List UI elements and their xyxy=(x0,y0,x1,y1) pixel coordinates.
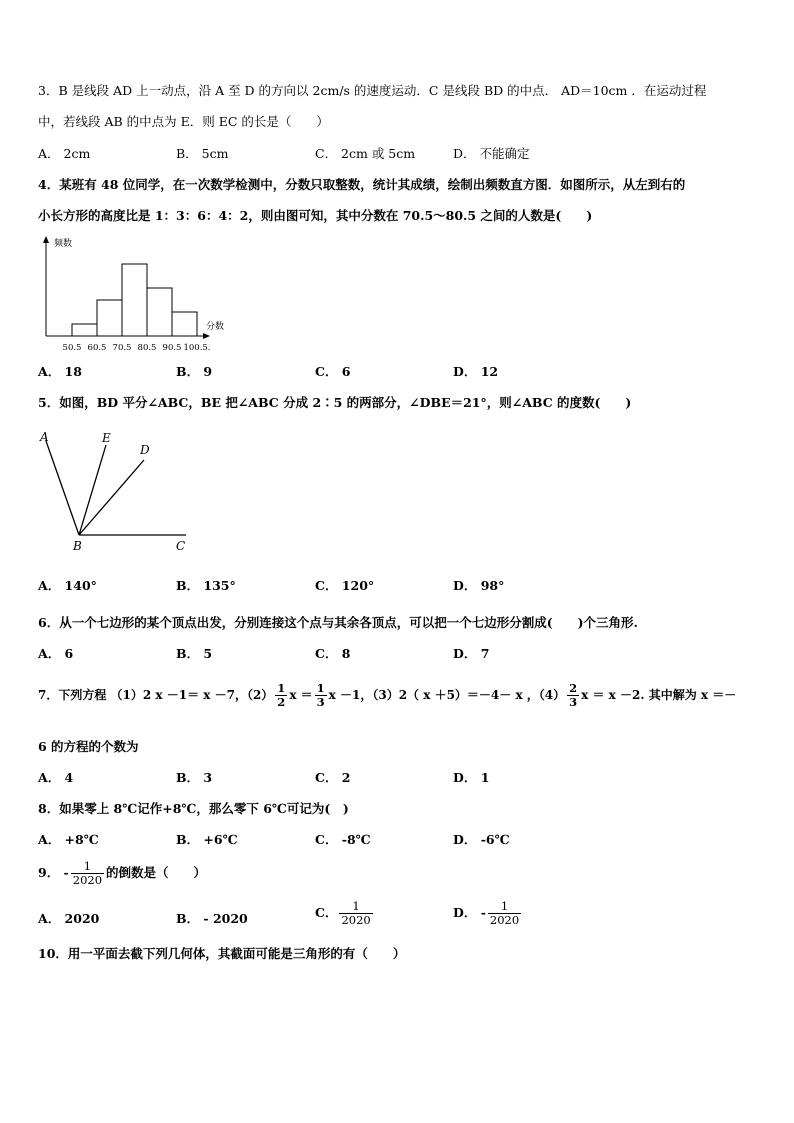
q9-suffix: 的倒数是（ ） xyxy=(106,865,207,880)
q9-option-d-fraction: $\frac{1}{2020}$ xyxy=(489,899,520,927)
q8-option-c: C． -8℃ xyxy=(315,832,371,847)
q7-line1 xyxy=(38,682,736,709)
histogram-bar-2 xyxy=(97,300,122,336)
q3-option-b: B． 5cm xyxy=(176,146,229,161)
q6-option-a: A． 6 xyxy=(38,646,74,661)
q7-fraction-1-3: $\frac{1}{3}$ xyxy=(316,681,325,709)
angle-diagram xyxy=(34,425,204,560)
q3-option-a: A． 2cm xyxy=(38,146,91,161)
histogram-tick-label: 50.5 xyxy=(62,343,82,353)
histogram-tick-label: 80.5 xyxy=(137,343,157,353)
q9-fraction: $\frac{1}{2020}$ xyxy=(72,859,103,887)
q6-option-b: B． 5 xyxy=(176,646,213,661)
q9-line1 xyxy=(38,860,206,887)
q4-line1: 4．某班有 48 位同学，在一次数学检测中，分数只取整数，统计其成绩，绘制出频数直方图．如图所示，从左到右的 xyxy=(38,177,686,192)
q7-fraction-1-2: $\frac{1}{2}$ xyxy=(277,681,286,709)
label-a: A xyxy=(40,430,49,444)
label-e: E xyxy=(102,431,111,445)
q7-option-c: C． 2 xyxy=(315,770,351,785)
q7-option-d: D． 1 xyxy=(453,770,490,785)
histogram-tick-labels xyxy=(63,343,211,353)
ray-be xyxy=(79,445,106,535)
label-b: B xyxy=(73,539,82,553)
q7-fraction-2-3: $\frac{2}{3}$ xyxy=(569,681,578,709)
q3-line1: 3．B 是线段 AD 上一动点，沿 A 至 D 的方向以 2cm/s 的速度运动．C 是线段 BD 的中点． AD＝10cm ．在运动过程 xyxy=(38,83,707,98)
label-d: D xyxy=(140,443,150,457)
q3-option-d: D． 不能确定 xyxy=(453,146,530,161)
q9-option-d: D． - $\frac{1}{2020}$ xyxy=(453,899,520,927)
q9-option-c-fraction: $\frac{1}{2020}$ xyxy=(341,899,371,927)
q4-option-a: A． 18 xyxy=(38,364,82,379)
q6-line1: 6．从一个七边形的某个顶点出发，分别连接这个点与其余各顶点，可以把一个七边形分割成( )个三角形. xyxy=(38,615,638,630)
ray-bd xyxy=(79,460,144,535)
q8-line1: 8．如果零上 8℃记作+8℃，那么零下 6℃可记为( ) xyxy=(38,801,349,816)
q3-option-c: C． 2cm 或 5cm xyxy=(315,146,416,161)
q9-prefix: 9． - xyxy=(38,865,69,880)
histogram-tick-label: 90.5 xyxy=(162,343,182,353)
histogram-y-arrow xyxy=(43,236,49,243)
q7-part2: x ＝ xyxy=(289,688,313,702)
q4-option-b: B． 9 xyxy=(176,364,213,379)
q5-option-c: C． 120° xyxy=(315,578,375,593)
q4-line2: 小长方形的高度比是 1：3：6：4：2，则由图可知，其中分数在 70.5～80.5 之间的人数是( ) xyxy=(38,208,593,223)
q7-part3: x －1，（3）2（ x ＋5）＝－4－ x ，（4） xyxy=(328,688,566,702)
q5-option-a: A． 140° xyxy=(38,578,97,593)
histogram-tick-label: 100.5. xyxy=(183,343,211,353)
q9-option-b: B． - 2020 xyxy=(176,911,248,926)
q7-option-a: A． 4 xyxy=(38,770,74,785)
histogram-bar-4 xyxy=(147,288,172,336)
q7-part4: x ＝ x －2. 其中解为 x ＝－ xyxy=(581,688,737,702)
q4-option-d: D． 12 xyxy=(453,364,499,379)
histogram-bar-5 xyxy=(172,312,197,336)
histogram-x-label: 分数 xyxy=(206,322,225,332)
histogram-y-label: 频数 xyxy=(54,239,73,249)
histogram-tick-label: 70.5 xyxy=(112,343,132,353)
q9-option-c: C． $\frac{1}{2020}$ xyxy=(315,899,371,927)
label-c: C xyxy=(176,539,186,553)
q8-option-b: B． +6℃ xyxy=(176,832,238,847)
q5-option-d: D． 98° xyxy=(453,578,505,593)
q5-line1: 5．如图，BD 平分∠ABC，BE 把∠ABC 分成 2∶5 的两部分，∠DBE＝21°，则∠ABC 的度数( ) xyxy=(38,395,632,410)
histogram-chart xyxy=(34,232,234,357)
histogram-axes xyxy=(43,236,210,339)
histogram-bar-3 xyxy=(122,264,147,336)
q6-option-c: C． 8 xyxy=(315,646,351,661)
q8-option-a: A． +8℃ xyxy=(38,832,99,847)
q8-option-d: D． -6℃ xyxy=(453,832,510,847)
histogram-bars xyxy=(72,264,197,336)
q7-part1: 7．下列方程 （1）2 x －1＝ x －7，（2） xyxy=(38,688,274,702)
q6-option-d: D． 7 xyxy=(453,646,490,661)
q10-line1: 10．用一平面去截下列几何体，其截面可能是三角形的有（ ） xyxy=(38,946,406,961)
histogram-bar-1 xyxy=(72,324,97,336)
q4-option-c: C． 6 xyxy=(315,364,351,379)
q7-line2: 6 的方程的个数为 xyxy=(38,739,139,754)
q5-option-b: B． 135° xyxy=(176,578,236,593)
histogram-x-arrow xyxy=(203,333,210,339)
q3-line2: 中，若线段 AB 的中点为 E．则 EC 的长是（ ） xyxy=(38,114,329,129)
ray-ba xyxy=(46,441,79,535)
q7-option-b: B． 3 xyxy=(176,770,213,785)
q9-option-a: A． 2020 xyxy=(38,911,100,926)
histogram-tick-label: 60.5 xyxy=(87,343,107,353)
